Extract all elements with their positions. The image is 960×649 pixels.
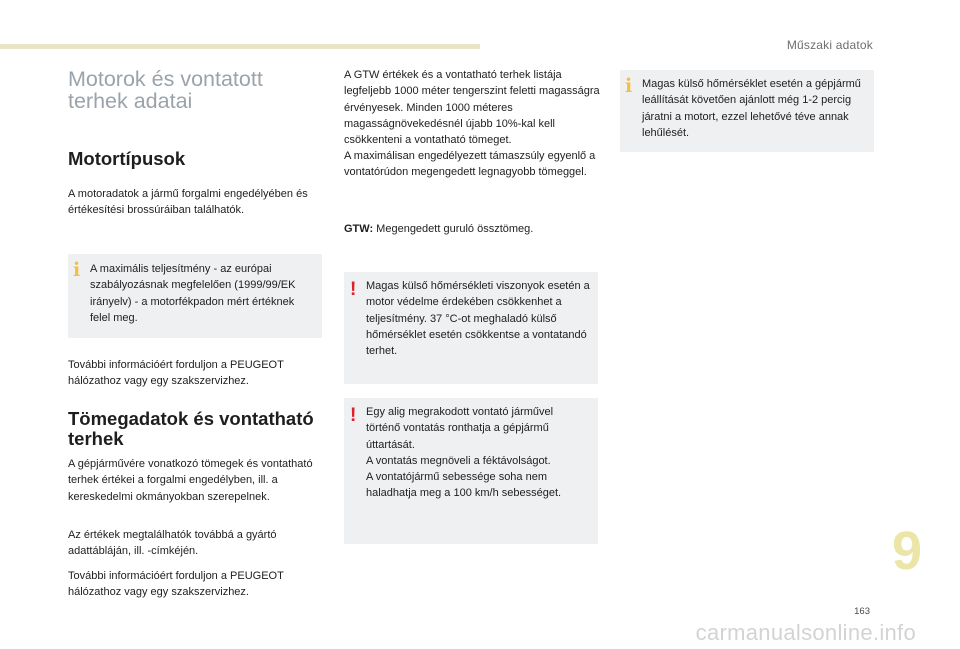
page-title-line-1: Motorok és vontatott — [68, 67, 263, 91]
warning-box-temperature — [344, 272, 598, 384]
warning-box-towing-text — [366, 404, 590, 502]
weights-paragraph-1: A gépjárművére vonatkozó tömegek és vontatható terhek értékei a forgalmi engedélyben, ill. a kereskedelmi okmányokban szerepelnek. — [68, 458, 313, 503]
page-title-line-2: terhek adatai — [68, 89, 193, 113]
info-icon: i — [73, 259, 81, 281]
warning-icon: ! — [350, 405, 357, 426]
gtw-paragraph-2: A maximálisan engedélyezett támaszsúly egyenlő a vontatórúdon megengedett legnagyobb tömeggel. — [344, 150, 596, 179]
weights-paragraph-2: Az értékek megtalálhatók továbbá a gyártó adattábláján, ill. -címkéjén. — [68, 529, 277, 558]
heading-engine-types: Motortípusok — [68, 148, 186, 169]
more-info-paragraph-1: További információért forduljon a PEUGEOT hálózathoz vagy egy szakszervizhez. — [68, 359, 284, 388]
warning-towing-line-3: A vontatójármű sebessége soha nem haladhatja meg a 100 km/h sebességet. — [366, 471, 562, 500]
warning-box-temperature-text: Magas külső hőmérsékleti viszonyok esetén a motor védelme érdekében csökkenhet a teljesítmény. 37 °C-ot meghaladó külső hőmérséklet esetén csökkentse a vontatandó terhet. — [366, 280, 590, 358]
page-number: 163 — [854, 606, 870, 617]
section-title: Műszaki adatok — [786, 38, 873, 52]
watermark: carmanualsonline.info — [695, 620, 916, 645]
heading-weights: Tömegadatok és vontatható terhek — [68, 408, 314, 449]
chapter-number: 9 — [891, 521, 922, 581]
info-box-cooling-text: Magas külső hőmérséklet esetén a gépjármű leállítását követően ajánlott még 1-2 percig járatni a motort, ezzel lehetővé téve annak lehűlését. — [642, 78, 861, 139]
info-box-cooling — [620, 70, 874, 152]
info-icon: i — [625, 75, 633, 97]
warning-box-towing — [344, 398, 598, 544]
warning-icon: ! — [350, 279, 357, 300]
engine-paragraph: A motoradatok a jármű forgalmi engedélyében és értékesítési brossúráiban találhatók. — [68, 188, 308, 217]
gtw-label: GTW: — [344, 223, 374, 235]
warning-towing-line-1: Egy alig megrakodott vontató járművel történő vontatás ronthatja a gépjármű úttartását. — [366, 406, 554, 451]
gtw-paragraph-1: A GTW értékek és a vontatható terhek listája legfeljebb 1000 méter tengerszint feletti magasságra érvényesek. Minden 1000 méteres magasságnövekedésnél újabb 10%-kal kell csökkenteni a vontatható tömeget. — [344, 69, 600, 147]
info-box-power-text: A maximális teljesítmény - az európai szabályozásnak megfelelően (1999/99/EK irányelv) - a motorfékpadon mért értéknek felel meg. — [90, 263, 296, 324]
page-title — [68, 68, 328, 112]
gtw-definition — [344, 221, 602, 237]
gtw-definition-text: Megengedett guruló össztömeg. — [373, 223, 534, 235]
warning-towing-line-2: A vontatás megnöveli a féktávolságot. — [366, 454, 551, 467]
header-accent-bar — [0, 44, 480, 49]
more-info-paragraph-2: További információért forduljon a PEUGEOT hálózathoz vagy egy szakszervizhez. — [68, 570, 284, 599]
info-box-power — [68, 254, 322, 338]
